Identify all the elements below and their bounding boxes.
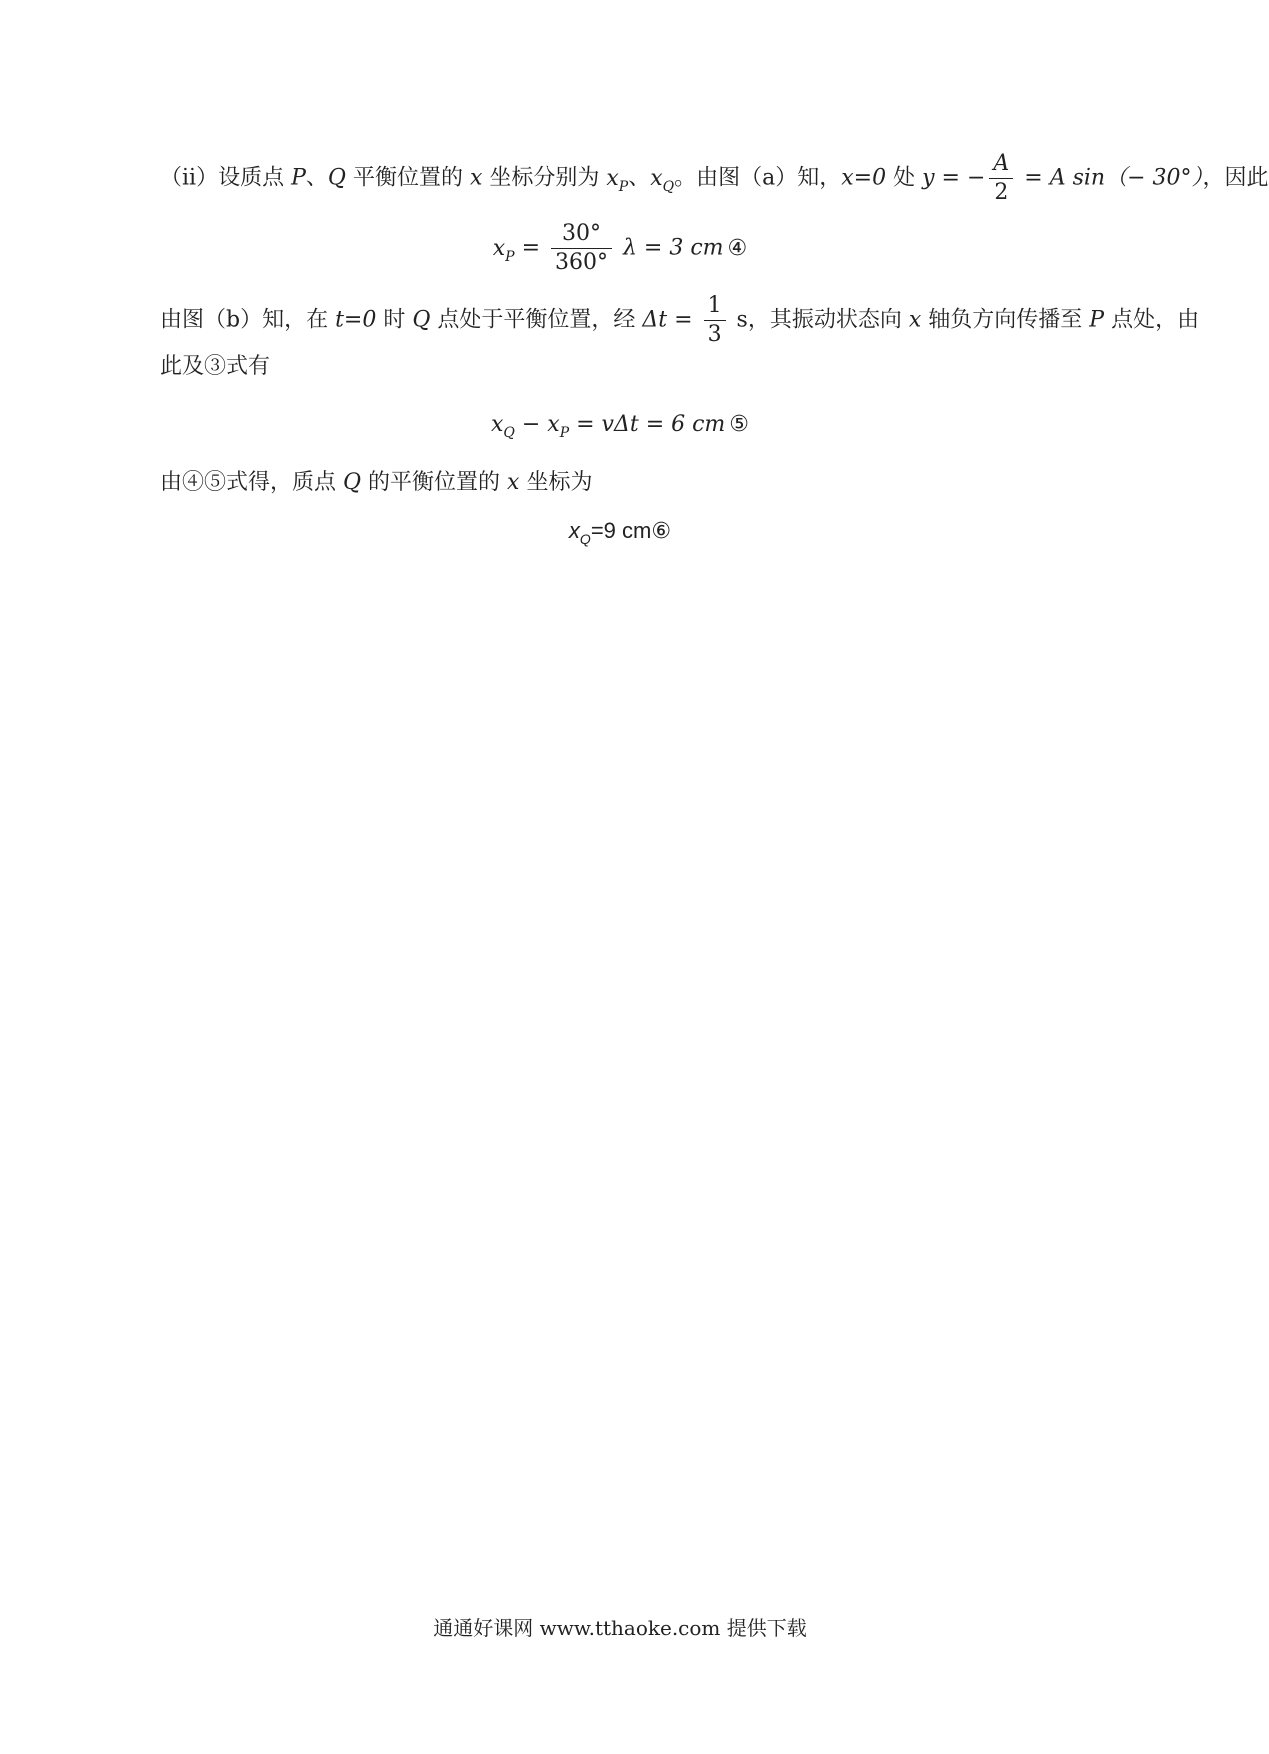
var-x-2: x — [908, 307, 922, 333]
point-p-2: P — [1089, 307, 1105, 333]
para1-sep2: 、 — [628, 165, 651, 191]
point-p: P — [291, 165, 306, 191]
equation-5 — [0, 412, 1240, 441]
para1-suffix: ，因此 — [1202, 165, 1269, 191]
para2-mid1: 时 — [376, 307, 413, 333]
point-q-3: Q — [343, 470, 362, 495]
eq4-marker: ④ — [727, 235, 748, 261]
eq5-marker: ⑤ — [729, 412, 750, 437]
footer-source: 通通好课网 www.tthaoke.com 提供下载 — [433, 1616, 807, 1640]
fraction-one-third: $\frac{1}{3}$ — [704, 294, 726, 347]
eq5-xq: $x_Q$ — [490, 412, 515, 441]
fraction-a-over-2: $\frac{A}{2}$ — [989, 152, 1013, 205]
xp-symbol: $x_P$ — [606, 165, 629, 195]
para3-suffix: 坐标为 — [519, 470, 593, 495]
para1-mid1: 平衡位置的 — [345, 165, 470, 191]
point-q-2: Q — [412, 307, 431, 333]
para1-mid3: 。由图（a）知， — [674, 165, 842, 191]
eq4-fraction: $\frac{30^\circ}{360^\circ}$ — [551, 222, 612, 275]
unit-seconds: s — [729, 307, 748, 333]
eq5-minus: − — [514, 412, 548, 437]
para2-suffix: 点处，由 — [1104, 307, 1200, 333]
t-zero: t=0 — [335, 307, 377, 333]
eq4-equals: = — [514, 235, 547, 261]
para1-prefix: （ii）设质点 — [160, 165, 292, 191]
eq5-rhs: = vΔt = 6 cm — [569, 412, 726, 437]
para3-prefix: 由④⑤式得，质点 — [160, 470, 343, 495]
eq5-xp: $x_P$ — [547, 412, 570, 441]
delta-t: Δt = — [642, 307, 700, 333]
para2-mid3: ，其振动状态向 — [747, 307, 909, 333]
equation-6 — [0, 518, 1240, 547]
point-q: Q — [327, 165, 346, 191]
paragraph-1 — [160, 151, 1269, 206]
eq4-lhs: $x_P$ — [492, 235, 515, 265]
eq4-rhs: λ = 3 cm — [616, 235, 724, 261]
eq6-marker: ⑥ — [651, 519, 672, 544]
var-x: x — [469, 165, 483, 191]
var-x-3: x — [507, 470, 520, 495]
paragraph-3 — [160, 468, 1130, 499]
y-equation-lhs: y = − — [922, 165, 986, 191]
para2-prefix: 由图（b）知，在 — [160, 307, 336, 333]
eq6-rhs: =9 cm — [590, 518, 652, 543]
para2-mid2: 点处于平衡位置，经 — [430, 307, 643, 333]
para1-mid2: 坐标分别为 — [482, 165, 607, 191]
xq-symbol: $x_Q$ — [650, 165, 675, 195]
para2-mid4: 轴负方向传播至 — [921, 307, 1090, 333]
y-equation-rhs: = A sin（− 30°） — [1017, 165, 1203, 191]
para3-mid: 的平衡位置的 — [361, 470, 508, 495]
para1-sep1: 、 — [305, 165, 328, 191]
para1-mid4: 处 — [886, 165, 923, 191]
eq6-xq: $x_Q$ — [568, 518, 591, 547]
equation-4 — [0, 222, 1240, 275]
x-zero: x=0 — [841, 165, 887, 191]
paragraph-2-line2: 此及③式有 — [160, 354, 271, 379]
paragraph-2 — [160, 293, 1200, 348]
